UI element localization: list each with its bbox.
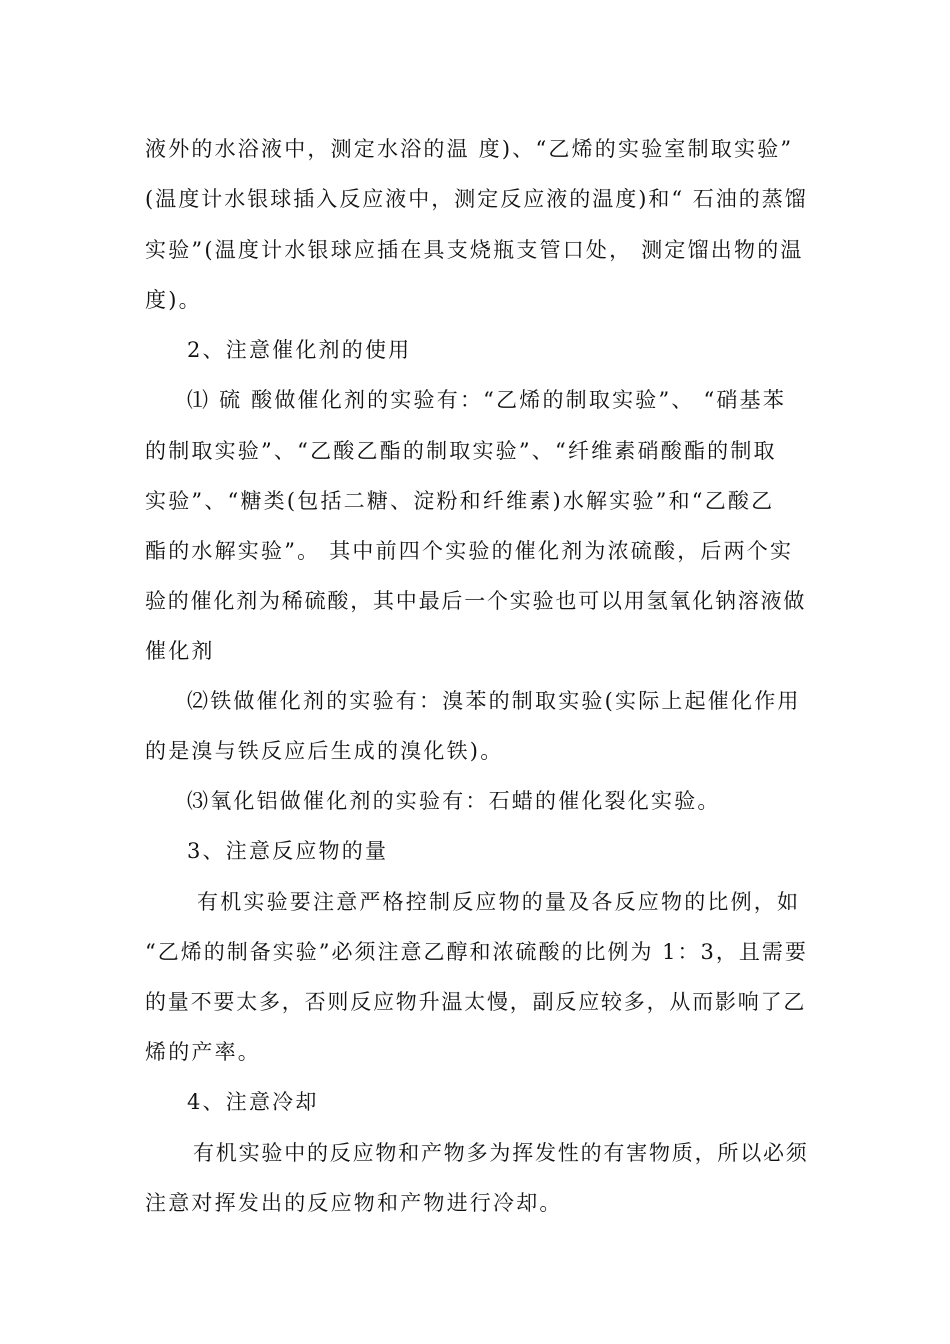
text-line: 的是溴与铁反应后生成的溴化铁)。 [145,739,504,763]
text-line: 注意对挥发出的反应物和产物进行冷却。 [145,1191,563,1215]
text-line: 实验”(温度计水银球应插在具支烧瓶支管口处， 测定馏出物的温 [145,238,804,262]
section-heading: 2、注意催化剂的使用 [187,338,412,362]
text-line: 催化剂 [145,639,215,663]
text-line: 度)。 [145,288,202,312]
text-line: “乙烯的制备实验”必须注意乙醇和浓硫酸的比例为 1：3，且需要 [145,940,808,964]
text-line: 的量不要太多，否则反应物升温太慢，副反应较多，从而影响了乙 [145,990,807,1014]
section-heading: 3、注意反应物的量 [187,839,389,863]
text-line: 实验”、“糖类(包括二糖、淀粉和纤维素)水解实验”和“乙酸乙 [145,489,775,513]
text-line: 的制取实验”、“乙酸乙酯的制取实验”、“纤维素硝酸酯的制取 [145,439,777,463]
text-line: 有机实验要注意严格控制反应物的量及各反应物的比例，如 [197,890,801,914]
text-line: ⑴ 硫 酸做催化剂的实验有：“乙烯的制取实验”、 “硝基苯 [187,388,787,412]
text-line: (温度计水银球插入反应液中，测定反应液的温度)和“ 石油的蒸馏 [145,187,808,211]
text-line: 有机实验中的反应物和产物多为挥发性的有害物质，所以必须 [193,1141,809,1165]
text-line: 烯的产率。 [145,1040,261,1064]
text-line: 酯的水解实验”。 其中前四个实验的催化剂为浓硫酸，后两个实 [145,539,794,563]
text-line: ⑶氧化铝做催化剂的实验有：石蜡的催化裂化实验。 [187,789,721,813]
text-line: 验的催化剂为稀硫酸，其中最后一个实验也可以用氢氧化钠溶液做 [145,589,807,613]
section-heading: 4、注意冷却 [187,1090,319,1114]
text-line: 液外的水浴液中，测定水浴的温 度)、“乙烯的实验室制取实验” [145,137,794,161]
text-line: ⑵铁做催化剂的实验有：溴苯的制取实验(实际上起催化作用 [187,689,801,713]
